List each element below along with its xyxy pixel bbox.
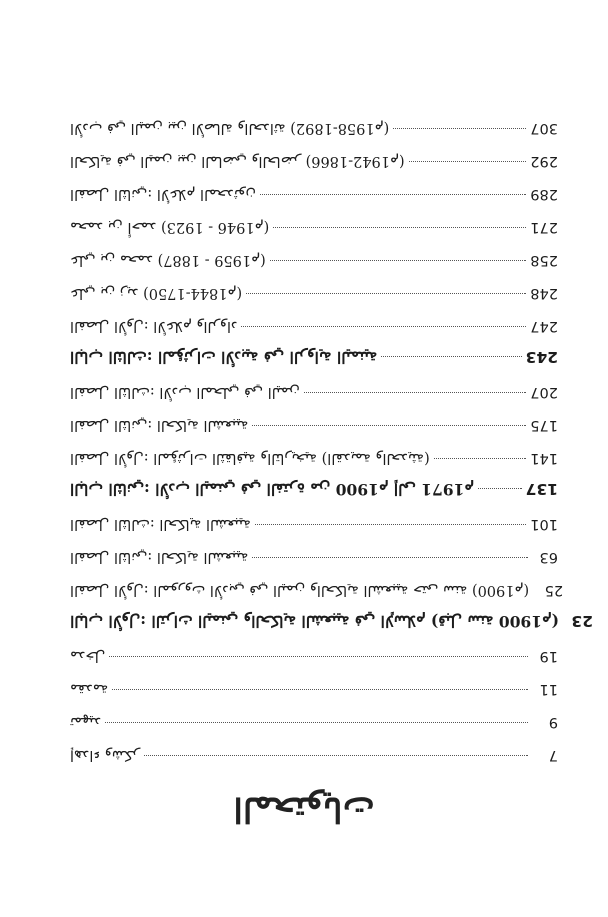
toc-dot-leader (304, 392, 526, 393)
toc-dot-leader (381, 356, 521, 357)
toc-entry-page-number: 175 (530, 417, 558, 433)
toc-entry-title: مدخل (70, 648, 106, 664)
toc-entry-page-number: 9 (548, 714, 558, 730)
toc-dot-leader (478, 488, 522, 489)
toc-dot-leader (255, 524, 526, 525)
toc-entry-title: الفصل الثاني: الحكاية الشعبية (70, 549, 249, 565)
toc-entry-page-number: 141 (530, 450, 558, 466)
toc-entry (70, 400, 558, 433)
toc-dot-leader (246, 293, 526, 294)
toc-dot-leader (252, 425, 526, 426)
toc-entry-page-number: 63 (539, 549, 558, 565)
toc-dot-leader (270, 260, 527, 261)
toc-entry (70, 697, 558, 730)
toc-entry (70, 631, 558, 664)
toc-entry-title: الفصل الثالث: الحكاية الشعبية (70, 516, 251, 532)
toc-entry-title: محمد بن أحمد (1923 - 1946م) (70, 219, 270, 235)
toc-entry (70, 433, 558, 466)
toc-entry-title: علي بن محمد (1887 - 1959م) (70, 252, 266, 268)
toc-entry-page-number: 247 (530, 318, 558, 334)
toc-entry-title: الفصل الثاني: الأعلام المحدثون (70, 186, 256, 202)
toc-entry (70, 334, 558, 367)
toc-dot-leader (434, 458, 527, 459)
toc-entry (70, 301, 558, 334)
toc-entry-title: الفصل الثاني: الحكاية الشعبية (70, 417, 249, 433)
toc-entry-page-number: 258 (530, 252, 558, 268)
toc-entry-page-number: 137 (525, 480, 558, 498)
toc-dot-leader (112, 689, 528, 690)
toc-entry (70, 730, 558, 763)
toc-entry (70, 103, 558, 136)
toc-entry-title: الباب الثاني: الأدب اليمني في الفترة من 1900م إلى 1971م (70, 480, 474, 499)
toc-entry (70, 202, 558, 235)
toc-dot-leader (144, 755, 528, 756)
toc-entry-title: الفصل الأول: الموروث الأدبي في اليمن والحكاية الشعبية حتى سنة (1900م) (70, 582, 530, 598)
toc-entry-page-number: 19 (539, 648, 558, 664)
toc-entry-page-number: 11 (539, 681, 558, 697)
toc-entry (70, 598, 593, 631)
toc-entry-page-number: 248 (530, 285, 558, 301)
toc-entry-page-number: 243 (525, 348, 558, 366)
toc-entry-page-number: 7 (548, 747, 558, 763)
toc-list (70, 103, 593, 763)
toc-dot-leader (260, 194, 526, 195)
toc-entry-title: الباب الثالث: المؤثرات الأدبية في الرواية اليمنية (70, 348, 378, 367)
toc-dot-leader (105, 722, 528, 723)
toc-entry-title: الفصل الأول: الأعلام والرواد (70, 318, 238, 334)
toc-entry (70, 367, 558, 400)
toc-dot-leader (273, 227, 526, 228)
toc-entry-title: الأدب في اليمن بين الأصالة والحداثة (1892-1958م) (70, 120, 390, 136)
toc-entry-title: إهداء وشكر (70, 747, 140, 763)
toc-entry (70, 532, 558, 565)
toc-entry (70, 466, 558, 499)
toc-dot-leader (241, 326, 526, 327)
toc-entry (70, 169, 558, 202)
toc-entry-page-number: 101 (530, 516, 558, 532)
toc-entry-page-number: 271 (530, 219, 558, 235)
toc-entry-title: الفصل الأول: المؤثرات الثقافية والتاريخية (القديمة والحديثة) (70, 450, 430, 466)
toc-dot-leader (109, 656, 528, 657)
toc-entry-title: علي بن زيد (1750-1844م) (70, 285, 243, 301)
toc-entry-page-number: 307 (530, 120, 558, 136)
toc-entry-page-number: 25 (544, 582, 564, 598)
toc-entry-page-number: 289 (530, 186, 558, 202)
toc-entry (70, 136, 558, 169)
toc-entry-page-number: 207 (530, 384, 558, 400)
toc-entry (70, 565, 564, 598)
toc-entry (70, 268, 558, 301)
toc-dot-leader (409, 161, 527, 162)
toc-entry-page-number: 23 (571, 612, 593, 630)
toc-entry-title: الفصل الثالث: الأدب المحلي في اليمن (70, 384, 300, 400)
toc-entry (70, 499, 558, 532)
toc-entry (70, 235, 558, 268)
toc-entry (70, 664, 558, 697)
toc-dot-leader (252, 557, 528, 558)
toc-entry-title: مقدمة (70, 681, 109, 697)
toc-dot-leader (393, 128, 526, 129)
toc-entry-title: الباب الأول: التراث اليمني والحكاية الشعبية في الإسلام (قبل سنة 1900م) (70, 612, 559, 631)
toc-entry-title: الحكاية في اليمن بين الماضي والحاضر (1866-1942م) (70, 153, 405, 169)
toc-entry-title: تمهيد (70, 714, 102, 730)
toc-heading: المحتويات (233, 789, 375, 829)
toc-entry-page-number: 292 (530, 153, 558, 169)
